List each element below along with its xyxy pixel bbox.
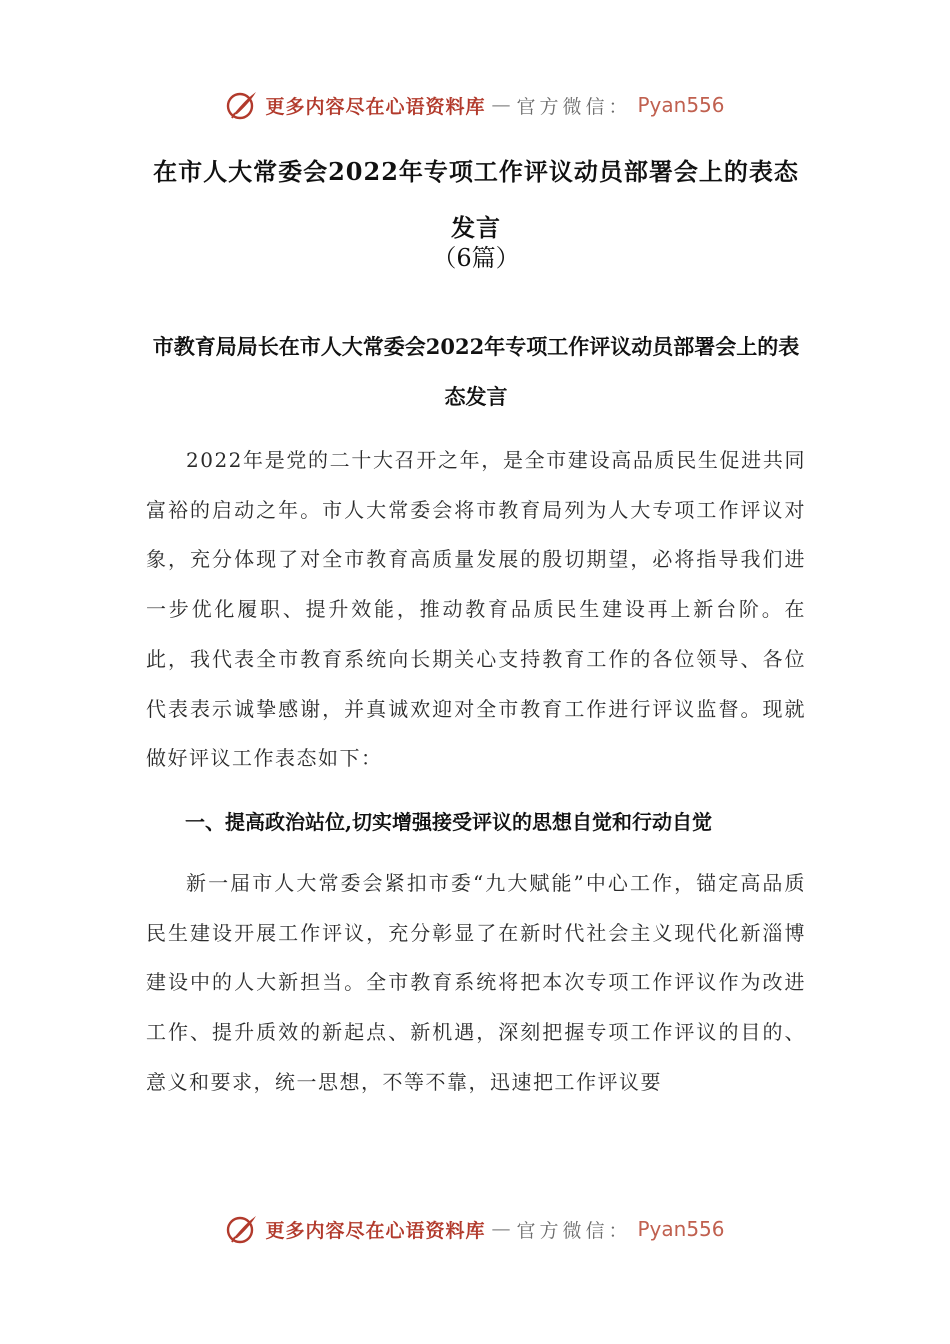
banner-wechat-label: 官方微信： (516, 1219, 632, 1242)
section-subtitle: 市教育局局长在市人大常委会2022年专项工作评议动员部署会上的表态发言 (152, 334, 800, 409)
body-paragraph-1: 2022年是党的二十大召开之年，是全市建设高品质民生促进共同富裕的启动之年。市人大常委会将市教育局列为人大专项工作评议对象，充分体现了对全市教育高质量发展的殷切期望，必将指导我们进一步优化履职、提升效能，推动教育品质民生建设再上新台阶。在此，我代表全市教育系统向长期关心支持教育工作的各位领导、各位代表表示诚挚感谢，并真诚欢迎对全市教育工作进行评议监督。现就做好评议工作表态如下： (146, 448, 806, 771)
banner-brand-text: 更多内容尽在心语资料库 (265, 95, 486, 118)
banner-wechat-id: Pyan556 (637, 1217, 725, 1241)
header-banner (0, 88, 950, 122)
quill-logo-icon (225, 88, 259, 122)
section-heading-1: 一、提高政治站位,切实增强接受评议的思想自觉和行动自觉 (185, 810, 712, 834)
banner-dash: — (491, 1218, 511, 1240)
footer-banner (0, 1212, 950, 1246)
document-title: 在市人大常委会2022年专项工作评议动员部署会上的表态发言 (153, 157, 799, 242)
document-count: （6篇） (432, 244, 520, 272)
body-paragraph-2: 新一届市人大常委会紧扣市委“九大赋能”中心工作，锚定高品质民生建设开展工作评议，充分彰显了在新时代社会主义现代化新淄博建设中的人大新担当。全市教育系统将把本次专项工作评议作为改进工作、提升质效的新起点、新机遇，深刻把握专项工作评议的目的、意义和要求，统一思想，不等不靠，迅速把工作评议要 (146, 871, 806, 1094)
banner-wechat-label: 官方微信： (516, 95, 632, 118)
quill-logo-icon (225, 1212, 259, 1246)
banner-dash: — (491, 94, 511, 116)
banner-wechat-id: Pyan556 (637, 93, 725, 117)
banner-brand-text: 更多内容尽在心语资料库 (265, 1219, 486, 1242)
